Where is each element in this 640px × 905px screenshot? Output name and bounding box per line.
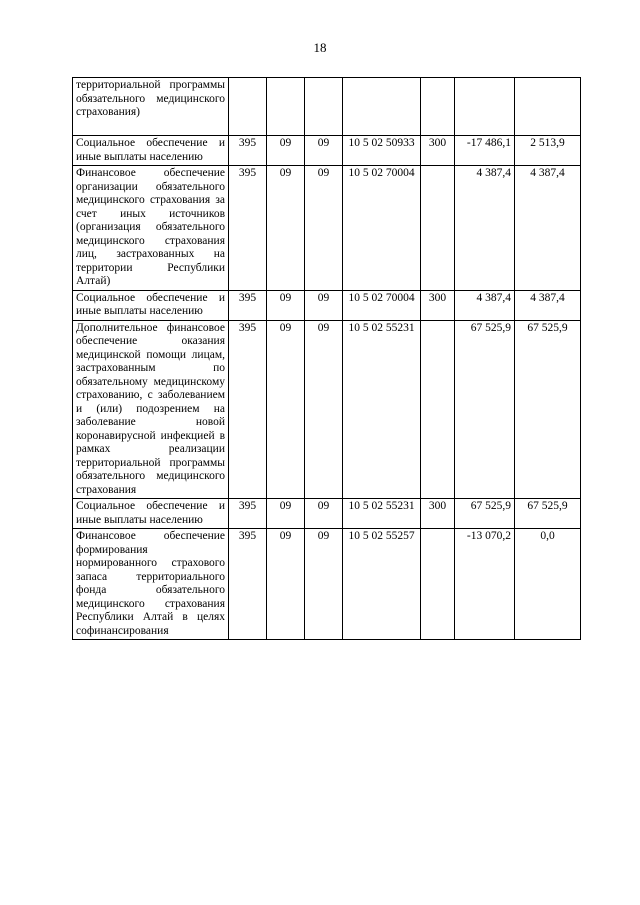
subsection-code: 09	[305, 529, 343, 640]
expense-type-code	[421, 529, 455, 640]
table-row	[73, 320, 581, 499]
ministry-code: 395	[229, 529, 267, 640]
ministry-code: 395	[229, 290, 267, 320]
article-code: 10 5 02 70004	[343, 290, 421, 320]
expense-type-code: 300	[421, 499, 455, 529]
article-code: 10 5 02 55257	[343, 529, 421, 640]
section-code: 09	[267, 529, 305, 640]
article-code: 10 5 02 55231	[343, 499, 421, 529]
table-row	[73, 136, 581, 166]
amount-change: 4 387,4	[455, 166, 515, 291]
amount-total	[515, 78, 581, 136]
table-row	[73, 290, 581, 320]
amount-change: 67 525,9	[455, 499, 515, 529]
subsection-code: 09	[305, 136, 343, 166]
subsection-code: 09	[305, 320, 343, 499]
amount-total: 0,0	[515, 529, 581, 640]
ministry-code: 395	[229, 166, 267, 291]
expense-type-code: 300	[421, 136, 455, 166]
amount-total: 67 525,9	[515, 499, 581, 529]
article-code: 10 5 02 55231	[343, 320, 421, 499]
ministry-code: 395	[229, 499, 267, 529]
budget-table	[72, 77, 581, 640]
section-code: 09	[267, 290, 305, 320]
amount-change: 67 525,9	[455, 320, 515, 499]
subsection-code: 09	[305, 499, 343, 529]
amount-change: -17 486,1	[455, 136, 515, 166]
row-name: территориальной программы обязательного медицинского страхования)	[73, 78, 229, 136]
article-code: 10 5 02 50933	[343, 136, 421, 166]
amount-total: 4 387,4	[515, 290, 581, 320]
amount-total: 67 525,9	[515, 320, 581, 499]
section-code: 09	[267, 320, 305, 499]
article-code: 10 5 02 70004	[343, 166, 421, 291]
section-code	[267, 78, 305, 136]
expense-type-code	[421, 320, 455, 499]
table-row	[73, 529, 581, 640]
row-name: Социальное обеспечение и иные выплаты населению	[73, 499, 229, 529]
amount-total: 4 387,4	[515, 166, 581, 291]
amount-change: -13 070,2	[455, 529, 515, 640]
page-number: 18	[313, 40, 327, 55]
subsection-code: 09	[305, 290, 343, 320]
row-name: Дополнительное финансовое обеспечение оказания медицинской помощи лицам, застрахованным по обязательному медицинскому страхованию, с заболеванием и (или) подозрением на заболевание новой коронавирусной инфекцией в рамках реализации территориальной программы обязательного медицинского страхования	[73, 320, 229, 499]
expense-type-code: 300	[421, 290, 455, 320]
section-code: 09	[267, 499, 305, 529]
ministry-code: 395	[229, 320, 267, 499]
article-code	[343, 78, 421, 136]
table-row	[73, 78, 581, 136]
table-row	[73, 499, 581, 529]
amount-change	[455, 78, 515, 136]
subsection-code	[305, 78, 343, 136]
expense-type-code	[421, 78, 455, 136]
row-name: Социальное обеспечение и иные выплаты населению	[73, 136, 229, 166]
row-name: Социальное обеспечение и иные выплаты населению	[73, 290, 229, 320]
amount-change: 4 387,4	[455, 290, 515, 320]
ministry-code: 395	[229, 136, 267, 166]
row-name: Финансовое обеспечение организации обязательного медицинского страхования за счет иных источников (организация обязательного медицинского страхования лиц, застрахованных на территории Республики Алтай)	[73, 166, 229, 291]
amount-total: 2 513,9	[515, 136, 581, 166]
row-name: Финансовое обеспечение формирования нормированного страхового запаса территориального фонда обязательного медицинского страхования Республики Алтай в целях софинансирования	[73, 529, 229, 640]
table-row	[73, 166, 581, 291]
expense-type-code	[421, 166, 455, 291]
subsection-code: 09	[305, 166, 343, 291]
ministry-code	[229, 78, 267, 136]
section-code: 09	[267, 136, 305, 166]
section-code: 09	[267, 166, 305, 291]
